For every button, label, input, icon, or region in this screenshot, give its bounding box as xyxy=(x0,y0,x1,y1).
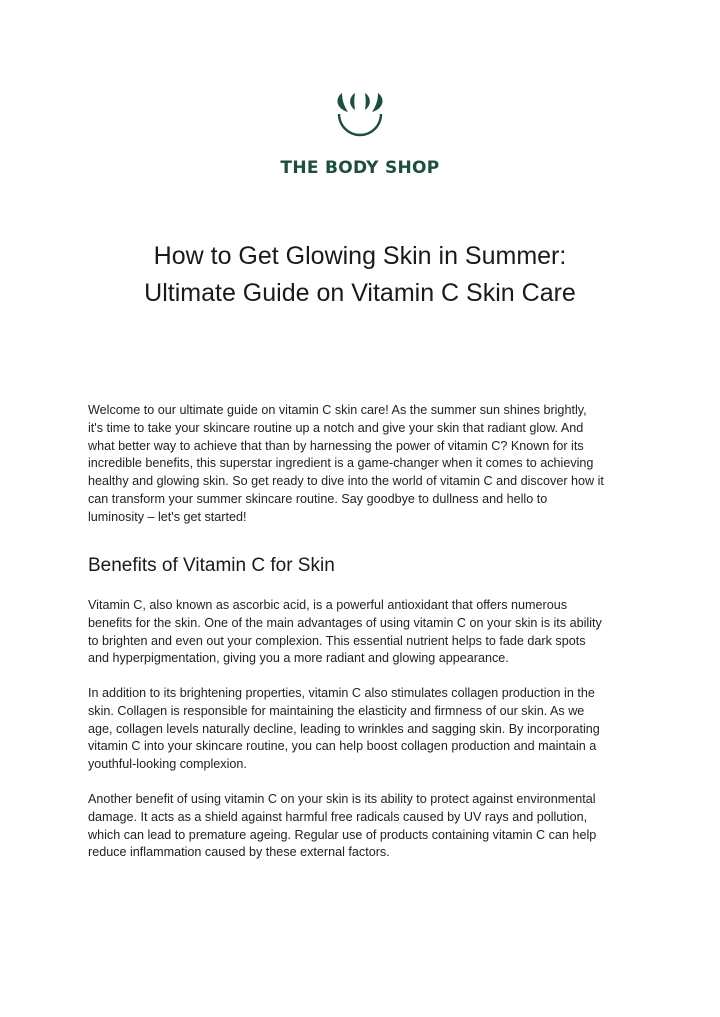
leaf-emblem-icon xyxy=(330,90,390,152)
text-line: damage. It acts as a shield against harmful free radicals caused by UV rays and pollution, xyxy=(88,809,588,824)
text-line: can transform your summer skincare routine. Say goodbye to dullness and hello to xyxy=(88,491,548,506)
text-line: In addition to its brightening properties, vitamin C also stimulates collagen production in the xyxy=(88,686,595,700)
text-line: and hyperpigmentation, giving you a more radiant and glowing appearance. xyxy=(88,651,509,666)
title-line: Ultimate Guide on Vitamin C Skin Care xyxy=(144,279,576,307)
text-line: skin. Collagen is responsible for maintaining the elasticity and firmness of our skin. As we xyxy=(88,703,585,718)
text-line: Another benefit of using vitamin C on your skin is its ability to protect against environmental xyxy=(88,792,596,806)
brand-logo xyxy=(0,90,720,178)
text-line: it's time to take your skincare routine up a notch and give your skin that radiant glow. And xyxy=(88,420,584,435)
text-line: age, collagen levels naturally decline, leading to wrinkles and sagging skin. By incorporating xyxy=(88,721,600,736)
title-line: How to Get Glowing Skin in Summer: xyxy=(153,242,567,270)
text-line: reduce inflammation caused by these external factors. xyxy=(88,845,390,860)
body-paragraph-3 xyxy=(88,791,636,862)
page-title xyxy=(60,238,660,312)
section-heading: Benefits of Vitamin C for Skin xyxy=(88,555,335,576)
text-line: benefits for the skin. One of the main advantages of using vitamin C on your skin is its ability xyxy=(88,615,602,630)
text-line: Welcome to our ultimate guide on vitamin C skin care! As the summer sun shines brightly, xyxy=(88,403,587,417)
body-paragraph-2 xyxy=(88,685,636,774)
text-line: to brighten and even out your complexion. This essential nutrient helps to fade dark spots xyxy=(88,633,586,648)
text-line: youthful-looking complexion. xyxy=(88,757,247,772)
body-paragraph-1 xyxy=(88,597,636,668)
text-line: Vitamin C, also known as ascorbic acid, is a powerful antioxidant that offers numerous xyxy=(88,598,568,612)
text-line: luminosity – let's get started! xyxy=(88,509,247,524)
text-line: healthy and glowing skin. So get ready to dive into the world of vitamin C and discover how it xyxy=(88,474,604,489)
brand-name: THE BODY SHOP xyxy=(280,158,440,178)
intro-paragraph xyxy=(88,402,636,527)
text-line: vitamin C into your skincare routine, you can help boost collagen production and maintain a xyxy=(88,739,597,754)
text-line: incredible benefits, this superstar ingredient is a game-changer when it comes to achieving xyxy=(88,456,594,471)
text-line: what better way to achieve that than by harnessing the power of vitamin C? Known for its xyxy=(88,438,584,453)
text-line: which can lead to premature ageing. Regular use of products containing vitamin C can help xyxy=(88,827,597,842)
